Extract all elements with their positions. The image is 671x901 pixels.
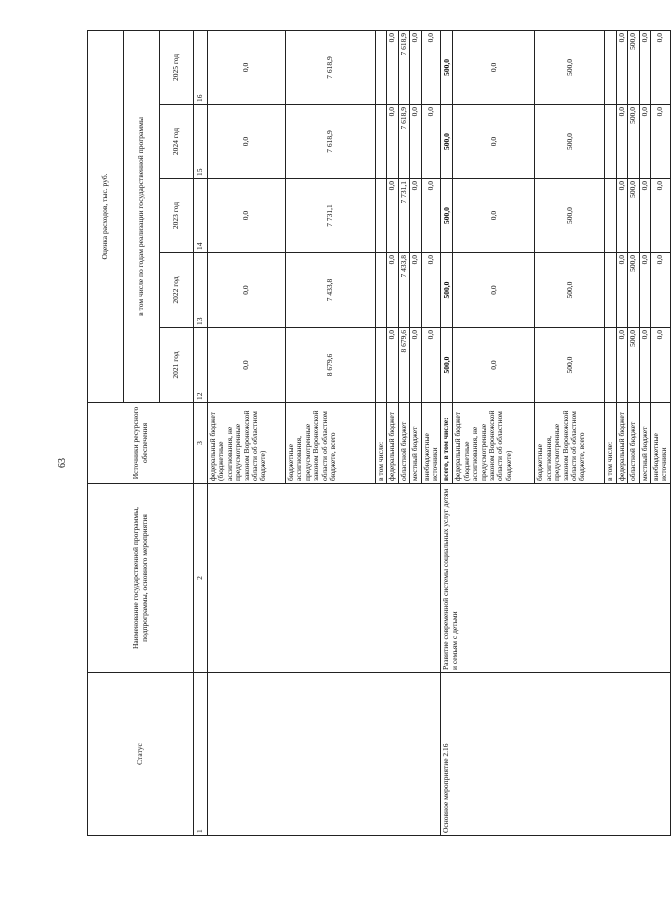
- index-cell: 16: [194, 30, 208, 104]
- value-cell: 0,0: [410, 30, 421, 104]
- value-cell: 0,0: [421, 253, 441, 328]
- value-cell: 0,0: [639, 328, 650, 403]
- value-cell: [376, 30, 387, 104]
- value-cell: 0,0: [208, 253, 286, 328]
- source-cell: областной бюджет: [398, 403, 409, 484]
- value-cell: 0,0: [616, 105, 627, 179]
- index-cell: 15: [194, 105, 208, 179]
- header-source: Источники ресурсного обеспечения: [88, 403, 194, 484]
- value-cell: 500,0: [628, 105, 639, 179]
- value-cell: 8 679,6: [398, 328, 409, 403]
- value-cell: 8 679,6: [286, 328, 376, 403]
- source-cell: местный бюджет: [639, 403, 650, 484]
- header-year: 2022 год: [160, 253, 194, 328]
- value-cell: [376, 253, 387, 328]
- value-cell: 0,0: [453, 179, 535, 253]
- header-name: Наименование государственной программы, подпрограммы, основного мероприятия: [88, 484, 194, 673]
- value-cell: 0,0: [650, 253, 670, 328]
- index-cell: 2: [194, 484, 208, 673]
- value-cell: 500,0: [441, 105, 453, 179]
- header-year: 2025 год: [160, 30, 194, 104]
- value-cell: 500,0: [535, 105, 605, 179]
- value-cell: 0,0: [208, 179, 286, 253]
- value-cell: 7 731,1: [286, 179, 376, 253]
- source-cell: федеральный бюджет: [387, 403, 398, 484]
- value-cell: 0,0: [421, 179, 441, 253]
- value-cell: 500,0: [628, 328, 639, 403]
- source-cell: в том числе:: [605, 403, 616, 484]
- header-status: Статус: [88, 673, 194, 836]
- index-cell: 12: [194, 328, 208, 403]
- source-cell: внебюджетные источники: [650, 403, 670, 484]
- page-number: 63: [57, 458, 68, 468]
- header-year: 2024 год: [160, 105, 194, 179]
- source-cell: федеральный бюджет: [616, 403, 627, 484]
- value-cell: 500,0: [628, 179, 639, 253]
- value-cell: 0,0: [453, 253, 535, 328]
- budget-table: [87, 30, 671, 836]
- value-cell: 0,0: [453, 328, 535, 403]
- source-cell: областной бюджет: [628, 403, 639, 484]
- value-cell: [605, 253, 616, 328]
- value-cell: 0,0: [208, 30, 286, 104]
- index-row: [194, 30, 208, 835]
- value-cell: 500,0: [628, 30, 639, 104]
- value-cell: [376, 105, 387, 179]
- value-cell: 0,0: [410, 105, 421, 179]
- source-cell: всего, в том числе:: [441, 403, 453, 484]
- value-cell: 7 618,9: [286, 30, 376, 104]
- value-cell: 7 433,8: [286, 253, 376, 328]
- value-cell: 0,0: [616, 30, 627, 104]
- value-cell: 500,0: [628, 253, 639, 328]
- value-cell: 0,0: [650, 179, 670, 253]
- value-cell: [605, 30, 616, 104]
- value-cell: 500,0: [535, 30, 605, 104]
- value-cell: 0,0: [387, 30, 398, 104]
- value-cell: 0,0: [616, 253, 627, 328]
- value-cell: 0,0: [410, 179, 421, 253]
- value-cell: 0,0: [650, 30, 670, 104]
- index-cell: 1: [194, 673, 208, 836]
- header-by-years: в том числе по годам реализации государственной программы: [124, 30, 160, 402]
- value-cell: 0,0: [387, 253, 398, 328]
- value-cell: 0,0: [387, 179, 398, 253]
- value-cell: 0,0: [639, 179, 650, 253]
- value-cell: [605, 179, 616, 253]
- value-cell: 0,0: [639, 253, 650, 328]
- value-cell: 500,0: [441, 179, 453, 253]
- value-cell: [376, 328, 387, 403]
- value-cell: 0,0: [639, 30, 650, 104]
- value-cell: 7 618,9: [398, 105, 409, 179]
- value-cell: 0,0: [453, 105, 535, 179]
- value-cell: 500,0: [535, 253, 605, 328]
- index-cell: 13: [194, 253, 208, 328]
- value-cell: 500,0: [441, 253, 453, 328]
- source-cell: бюджетные ассигнования, предусмотренные законом Воронежской области об областном бюджете, всего: [535, 403, 605, 484]
- value-cell: 7 618,9: [286, 105, 376, 179]
- value-cell: 0,0: [387, 328, 398, 403]
- value-cell: 7 618,9: [398, 30, 409, 104]
- source-cell: в том числе:: [376, 403, 387, 484]
- value-cell: 0,0: [650, 328, 670, 403]
- value-cell: 0,0: [650, 105, 670, 179]
- value-cell: 0,0: [453, 30, 535, 104]
- index-cell: 3: [194, 403, 208, 484]
- value-cell: 0,0: [410, 328, 421, 403]
- header-year: 2021 год: [160, 328, 194, 403]
- value-cell: 500,0: [441, 328, 453, 403]
- value-cell: 0,0: [421, 328, 441, 403]
- value-cell: 0,0: [421, 30, 441, 104]
- table-row: [441, 30, 453, 835]
- name-cell: [208, 484, 441, 673]
- value-cell: [605, 105, 616, 179]
- value-cell: 0,0: [208, 328, 286, 403]
- source-cell: местный бюджет: [410, 403, 421, 484]
- value-cell: 0,0: [639, 105, 650, 179]
- value-cell: 0,0: [616, 328, 627, 403]
- value-cell: 0,0: [208, 105, 286, 179]
- header-year: 2023 год: [160, 179, 194, 253]
- value-cell: [376, 179, 387, 253]
- value-cell: 0,0: [387, 105, 398, 179]
- value-cell: [605, 328, 616, 403]
- source-cell: федеральный бюджет (бюджетные ассигнования, не предусмотренные законом Воронежской области об областном бюджете): [208, 403, 286, 484]
- value-cell: 0,0: [616, 179, 627, 253]
- table-row: [208, 30, 286, 835]
- source-cell: федеральный бюджет (бюджетные ассигнования, не предусмотренные законом Воронежской области об областном бюджете): [453, 403, 535, 484]
- source-cell: внебюджетные источники: [421, 403, 441, 484]
- value-cell: 7 731,1: [398, 179, 409, 253]
- status-cell: [208, 673, 441, 836]
- value-cell: 500,0: [535, 179, 605, 253]
- name-cell: Развитие современной системы социальных услуг детям и семьям с детьми: [441, 484, 670, 673]
- status-cell: Основное мероприятие 2.16: [441, 673, 670, 836]
- value-cell: 7 433,8: [398, 253, 409, 328]
- value-cell: 500,0: [535, 328, 605, 403]
- value-cell: 500,0: [441, 30, 453, 104]
- index-cell: 14: [194, 179, 208, 253]
- value-cell: 0,0: [410, 253, 421, 328]
- value-cell: 0,0: [421, 105, 441, 179]
- header-estimate: Оценка расходов, тыс. руб.: [88, 30, 124, 402]
- table-wrapper: [87, 31, 669, 836]
- source-cell: бюджетные ассигнования, предусмотренные законом Воронежской области об областном бюджете, всего: [286, 403, 376, 484]
